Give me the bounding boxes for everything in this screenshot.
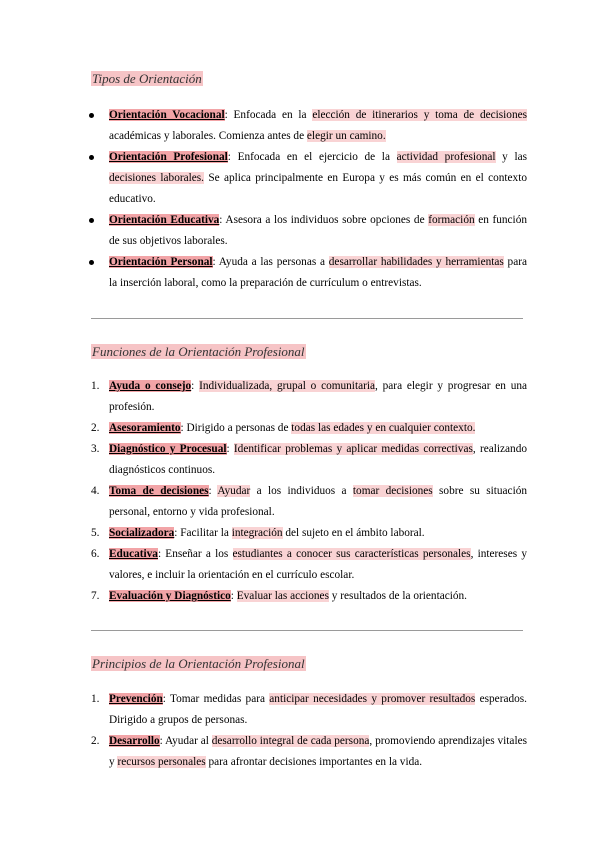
list-number: 2. — [91, 422, 100, 434]
list-tipos — [0, 105, 600, 294]
item-text: , realizando diagnósticos continuos. — [109, 443, 527, 476]
item-text: esperados. Dirigido a grupos de personas. — [109, 693, 527, 726]
item-term: Educativa — [109, 548, 158, 560]
section-title-funciones: Funciones de la Orientación Profesional — [92, 344, 305, 359]
item-text: : Enseñar a los — [157, 548, 233, 560]
item-text: : Tomar medidas para — [162, 693, 270, 705]
highlighted-text: elección de itinerarios y toma de decisiones — [312, 109, 528, 121]
list-item — [0, 544, 527, 586]
bullet-icon — [89, 113, 94, 118]
item-term: Ayuda o consejo — [109, 380, 192, 392]
highlighted-text: estudiantes a conocer sus características personales — [232, 548, 471, 560]
item-text: : — [191, 380, 200, 392]
list-number: 1. — [91, 380, 100, 392]
list-item — [0, 481, 527, 523]
list-number: 7. — [91, 590, 100, 602]
list-item — [0, 523, 527, 544]
bullet-icon — [89, 260, 94, 265]
item-text: en función de sus objetivos laborales. — [109, 214, 527, 247]
highlighted-text: tomar decisiones — [352, 485, 433, 497]
item-text: : Facilitar la — [174, 527, 232, 539]
item-term: Orientación Educativa — [109, 214, 220, 226]
highlighted-text: Identificar problemas y aplicar medidas correctivas — [233, 443, 473, 455]
list-number: 3. — [91, 443, 100, 455]
item-text: para la inserción laboral, como la preparación de currículum o entrevistas. — [109, 256, 527, 289]
list-number: 2. — [91, 735, 100, 747]
item-text: del sujeto en el ámbito laboral. — [282, 527, 425, 539]
highlighted-text: Individualizada, grupal o comunitaria — [199, 380, 376, 392]
item-text: , promoviendo aprendizajes vitales y — [109, 735, 527, 768]
list-item — [0, 210, 527, 252]
item-term: Prevención — [109, 693, 163, 705]
highlighted-text: integración — [231, 527, 283, 539]
list-item — [0, 439, 527, 481]
item-term: Orientación Vocacional — [109, 109, 225, 121]
list-funciones — [0, 376, 600, 607]
highlighted-text: recursos personales — [117, 756, 206, 768]
list-number: 6. — [91, 548, 100, 560]
list-number: 1. — [91, 693, 100, 705]
list-number: 5. — [91, 527, 100, 539]
bullet-icon — [89, 155, 94, 160]
item-text: y resultados de la orientación. — [328, 590, 467, 602]
highlighted-text: elegir un camino. — [306, 130, 386, 142]
item-term: Desarrollo — [109, 735, 160, 747]
item-term: Orientación Profesional — [109, 151, 228, 163]
item-term: Asesoramiento — [109, 422, 181, 434]
highlighted-text: desarrollo integral de cada persona — [211, 735, 370, 747]
item-term: Socializadora — [109, 527, 175, 539]
item-text: a los individuos a — [250, 485, 353, 497]
item-text: , intereses y valores, e incluir la orientación en el currículo escolar. — [109, 548, 527, 581]
item-text: para afrontar decisiones importantes en la vida. — [205, 756, 423, 768]
item-text: sobre su situación personal, entorno y vida profesional. — [109, 485, 528, 518]
list-item — [0, 689, 527, 731]
list-item — [0, 105, 527, 147]
highlighted-text: formación — [428, 214, 475, 226]
highlighted-text: Ayudar — [217, 485, 251, 497]
item-text: : Asesora a los individuos sobre opciones de — [219, 214, 429, 226]
section-divider — [91, 630, 523, 631]
item-text: : Dirigido a personas de — [180, 422, 292, 434]
item-text: : — [208, 485, 218, 497]
item-text: Se aplica principalmente en Europa y es más común en el contexto educativo. — [109, 172, 527, 205]
item-term: Toma de decisiones — [109, 485, 209, 497]
list-number: 4. — [91, 485, 100, 497]
list-item — [0, 147, 527, 210]
item-term: Orientación Personal — [109, 256, 213, 268]
item-text: : — [226, 443, 234, 455]
section-title-principios: Principios de la Orientación Profesional — [92, 656, 305, 671]
list-item — [0, 376, 527, 418]
highlighted-text: anticipar necesidades y promover resultados — [269, 693, 476, 705]
highlighted-text: decisiones laborales. — [109, 172, 204, 184]
item-term: Diagnóstico y Procesual — [109, 443, 227, 455]
list-item — [0, 731, 527, 773]
highlighted-text: actividad profesional — [396, 151, 496, 163]
section-title-tipos: Tipos de Orientación — [92, 71, 202, 86]
list-item — [0, 586, 527, 607]
highlighted-text: desarrollar habilidades y herramientas — [328, 256, 504, 268]
list-principios — [0, 689, 600, 773]
section-divider — [91, 318, 523, 319]
item-text: académicas y laborales. Comienza antes de — [109, 130, 307, 142]
item-text: , para elegir y progresar en una profesión. — [109, 380, 528, 413]
item-text: : — [230, 590, 237, 602]
item-text: : Enfocada en el ejercicio de la — [227, 151, 397, 163]
item-text: : Ayudar al — [159, 735, 212, 747]
list-item — [0, 252, 527, 294]
highlighted-text: Evaluar las acciones — [236, 590, 329, 602]
item-text: : Enfocada en la — [224, 109, 313, 121]
list-item — [0, 418, 527, 439]
bullet-icon — [89, 218, 94, 223]
item-text: : Ayuda a las personas a — [212, 256, 329, 268]
item-term: Evaluación y Diagnóstico — [109, 590, 231, 602]
item-text: y las — [495, 151, 527, 163]
highlighted-text: todas las edades y en cualquier contexto. — [291, 422, 476, 434]
